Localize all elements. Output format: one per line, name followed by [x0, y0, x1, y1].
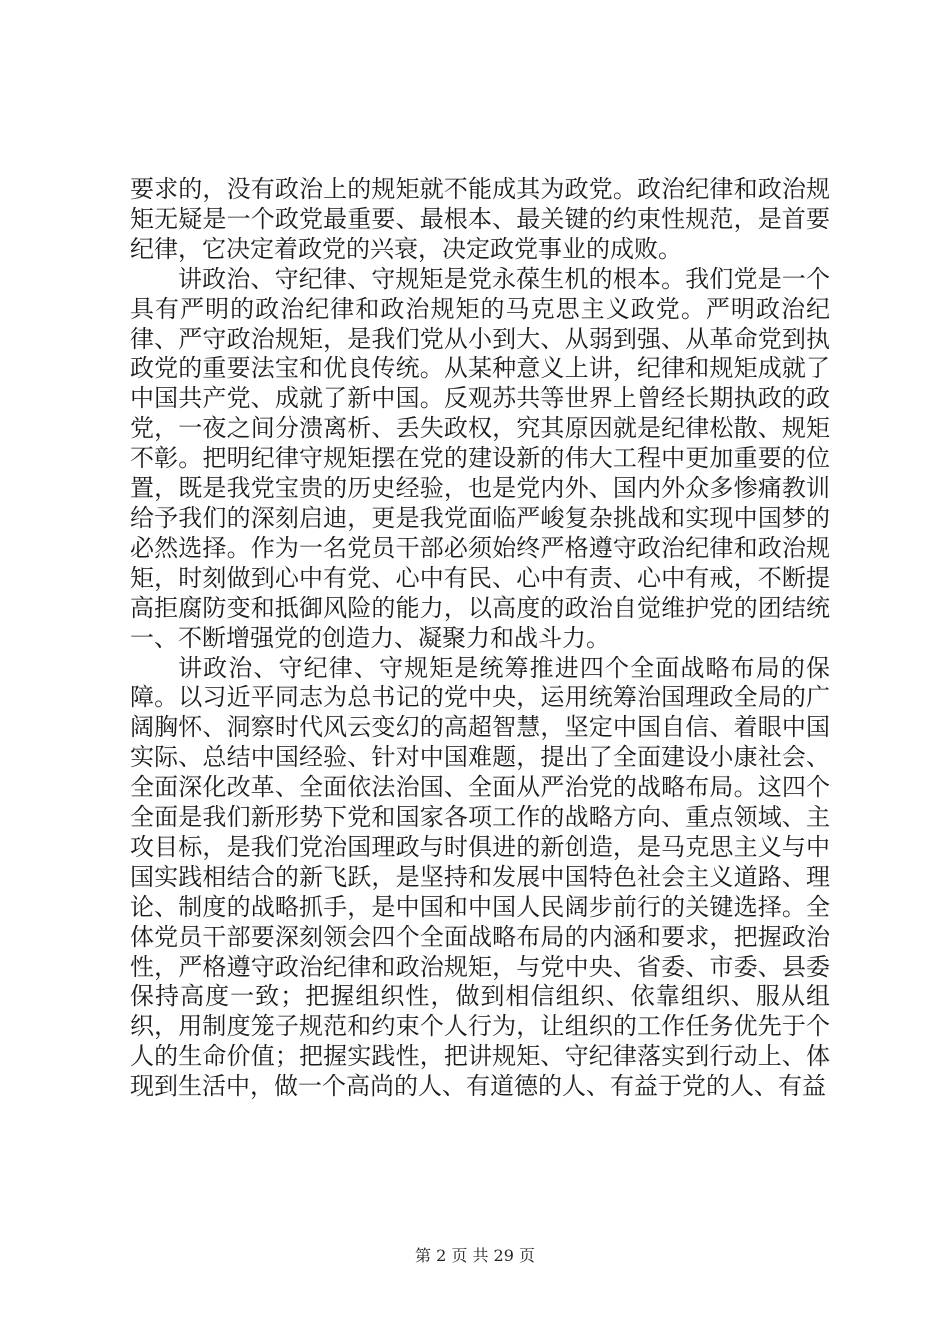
paragraph-1: 要求的，没有政治上的规矩就不能成其为政党。政治纪律和政治规矩无疑是一个政党最重要、最根本、最关键的约束性规范，是首要纪律，它决定着政党的兴衰，决定政党事业的成败。: [130, 175, 830, 263]
document-body: [130, 175, 830, 1102]
paragraph-3: 讲政治、守纪律、守规矩是统筹推进四个全面战略布局的保障。以习近平同志为总书记的党中央，运用统筹治国理政全局的广阔胸怀、洞察时代风云变幻的高超智慧，坚定中国自信、着眼中国实际、总结中国经验、针对中国难题，提出了全面建设小康社会、全面深化改革、全面依法治国、全面从严治党的战略布局。这四个全面是我们新形势下党和国家各项工作的战略方向、重点领域、主攻目标，是我们党治国理政与时俱进的新创造，是马克思主义与中国实践相结合的新飞跃，是坚持和发展中国特色社会主义道路、理论、制度的战略抓手，是中国和中国人民阔步前行的关键选择。全体党员干部要深刻领会四个全面战略布局的内涵和要求，把握政治性，严格遵守政治纪律和政治规矩，与党中央、省委、市委、县委保持高度一致；把握组织性，做到相信组织、依靠组织、服从组织，用制度笼子规范和约束个人行为，让组织的工作任务优先于个人的生命价值；把握实践性，把讲规矩、守纪律落实到行动上、体现到生活中，做一个高尚的人、有道德的人、有益于党的人、有益: [130, 653, 830, 1101]
paragraph-2: 讲政治、守纪律、守规矩是党永葆生机的根本。我们党是一个具有严明的政治纪律和政治规矩的马克思主义政党。严明政治纪律、严守政治规矩，是我们党从小到大、从弱到强、从革命党到执政党的重要法宝和优良传统。从某种意义上讲，纪律和规矩成就了中国共产党、成就了新中国。反观苏共等世界上曾经长期执政的政党，一夜之间分溃离析、丢失政权，究其原因就是纪律松散、规矩不彰。把明纪律守规矩摆在党的建设新的伟大工程中更加重要的位置，既是我党宝贵的历史经验，也是党内外、国内外众多惨痛教训给予我们的深刻启迪，更是我党面临严峻复杂挑战和实现中国梦的必然选择。作为一名党员干部必须始终严格遵守政治纪律和政治规矩，时刻做到心中有党、心中有民、心中有责、心中有戒，不断提高拒腐防变和抵御风险的能力，以高度的政治自觉维护党的团结统一、不断增强党的创造力、凝聚力和战斗力。: [130, 264, 830, 652]
page-footer: [0, 1243, 950, 1266]
page-number-label: 第 2 页 共 29 页: [415, 1246, 535, 1265]
